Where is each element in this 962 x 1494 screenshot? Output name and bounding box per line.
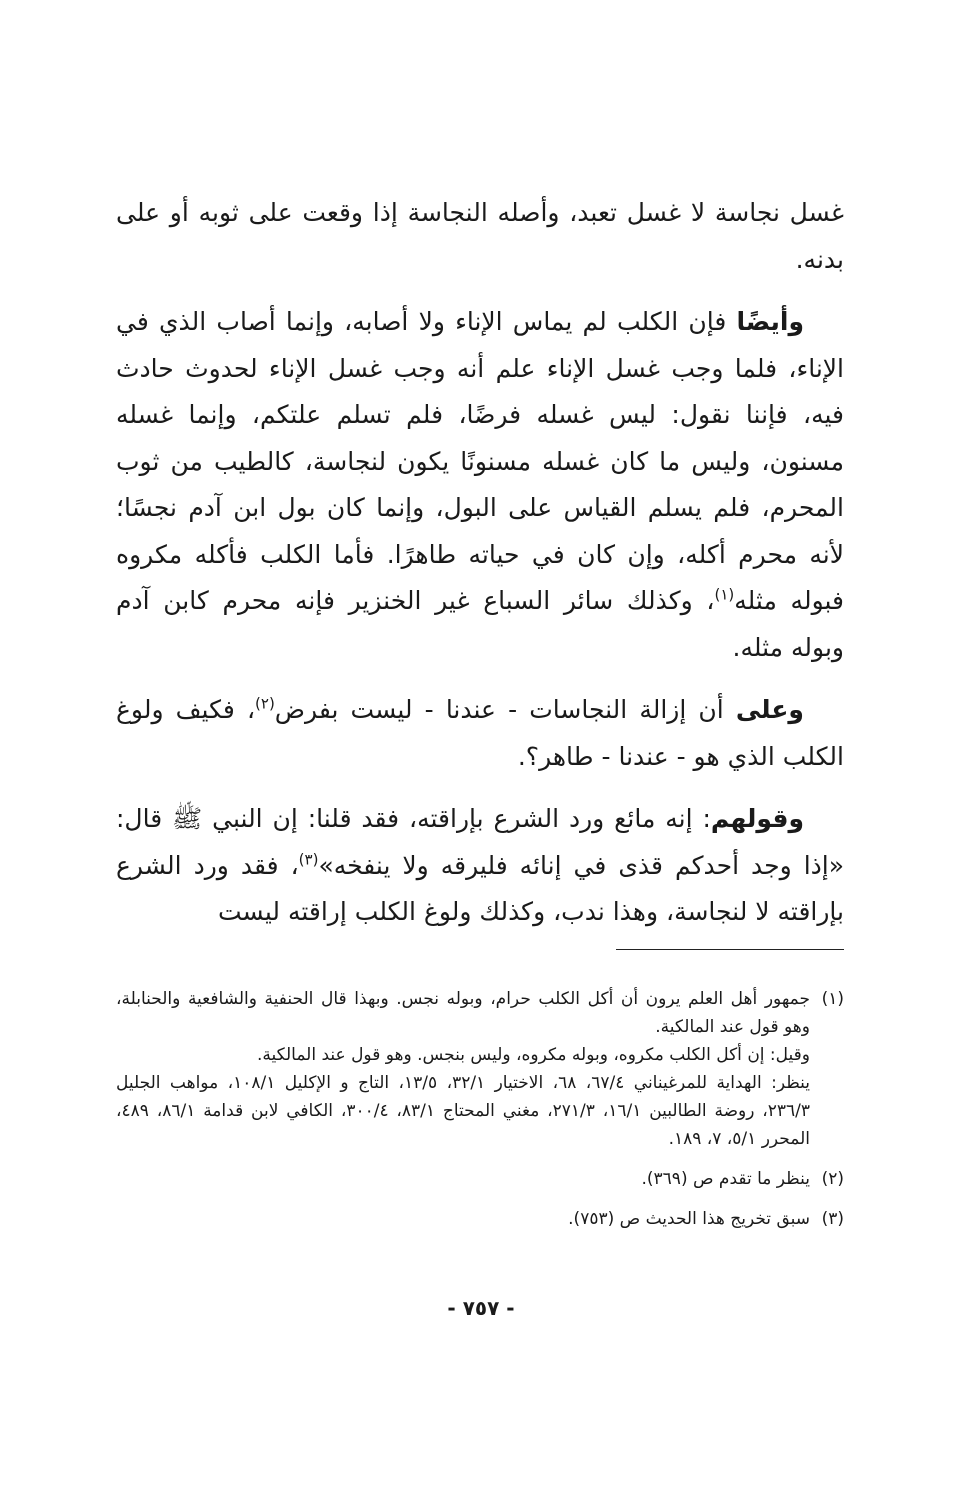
paragraph-lead: وقولهم — [710, 804, 804, 833]
footnote-line: سبق تخريج هذا الحديث ص (٧٥٣). — [568, 1209, 810, 1229]
footnote-body — [116, 1165, 810, 1193]
footnotes-section — [116, 985, 844, 1245]
footnote-3 — [116, 1205, 844, 1233]
page-number: - ٧٥٧ - — [447, 1296, 515, 1320]
paragraph-text: فإن الكلب لم يماس الإناء ولا أصابه، وإنما أصاب الذي في الإناء، فلما وجب غسل الإناء علم أنه وجب غسل الإناء لحدوث حادث فيه، فإننا نقول: ليس غسله فرضًا، فلم تسلم علتكم، وإنما غسله مسنون، وليس ما كان غسله مسنونًا يكون لنجاسة، كالطيب من ثوب المحرم، فلم يسلم القياس على البول، وإنما كان بول ابن آدم نجسًا؛ لأنه محرم أكله، وإن كان في حياته طاهرًا. فأما الكلب فأكله مكروه فبوله مثله — [116, 307, 844, 615]
footnote-ref-1: (١) — [714, 585, 735, 604]
paragraph-text: أن إزالة النجاسات - عندنا - ليست بفرض — [274, 695, 736, 724]
paragraph-3 — [116, 687, 844, 780]
paragraph-tail: ، فقد ورد الشرع بإراقته لا لنجاسة، وهذا ندب، وكذلك ولوغ الكلب إراقته ليست — [116, 850, 844, 926]
footnote-1 — [116, 985, 844, 1153]
footnote-ref-2: (٢) — [255, 694, 275, 713]
footnote-body — [116, 1205, 810, 1233]
paragraph-tail: ، فكيف ولوغ الكلب الذي هو - عندنا - طاهر؟. — [116, 695, 844, 771]
paragraph-1 — [116, 190, 844, 283]
footnote-number: (١) — [821, 989, 844, 1009]
paragraph-2 — [116, 299, 844, 671]
footnote-ref-3: (٣) — [298, 850, 319, 869]
footnote-line: جمهور أهل العلم يرون أن أكل الكلب حرام، وبوله نجس. وبهذا قال الحنفية والشافعية والحنابلة، وهو قول عند المالكية. — [116, 989, 810, 1037]
footnote-2 — [116, 1165, 844, 1193]
footnote-number: (٣) — [821, 1209, 844, 1229]
footnote-line: وقيل: إن أكل الكلب مكروه، وبوله مكروه، وليس بنجس. وهو قول عند المالكية. — [256, 1045, 810, 1065]
paragraph-tail: ، وكذلك سائر السباع غير الخنزير فإنه محرم كابن آدم وبوله مثله. — [116, 586, 844, 662]
footnote-number: (٢) — [821, 1169, 844, 1189]
paragraph-text: : إنه مائع ورد الشرع بإراقته، فقد قلنا: إن النبي ﷺ قال: «إذا وجد أحدكم قذى في إنائه فليرقه ولا ينفخه» — [116, 804, 845, 880]
paragraph-lead: وأيضًا — [736, 307, 804, 336]
footnote-separator — [616, 949, 844, 950]
main-text-body — [116, 190, 844, 952]
footnote-body — [116, 985, 810, 1153]
paragraph-text: غسل نجاسة لا غسل تعبد، وأصله النجاسة إذا وقعت على ثوبه أو على بدنه. — [116, 198, 844, 274]
paragraph-lead: وعلى — [735, 695, 804, 724]
footnote-line: ينظر ما تقدم ص (٣٦٩). — [641, 1169, 810, 1189]
paragraph-4 — [116, 796, 844, 936]
footnote-line: ينظر: الهداية للمرغيناني ٦٧/٤، ٦٨، الاختيار ٣٢/١، ١٣/٥، التاج و الإكليل ١٠٨/١، مواهب الجليل ٢٣٦/٣، روضة الطالبين ١٦/١، ٢٧١/٣، مغني المحتاج ٨٣/١، ٣٠٠/٤، الكافي لابن قدامة ٨٦/١، ٤٨٩، المحرر ٥/١، ٧، ١٨٩. — [116, 1073, 811, 1149]
